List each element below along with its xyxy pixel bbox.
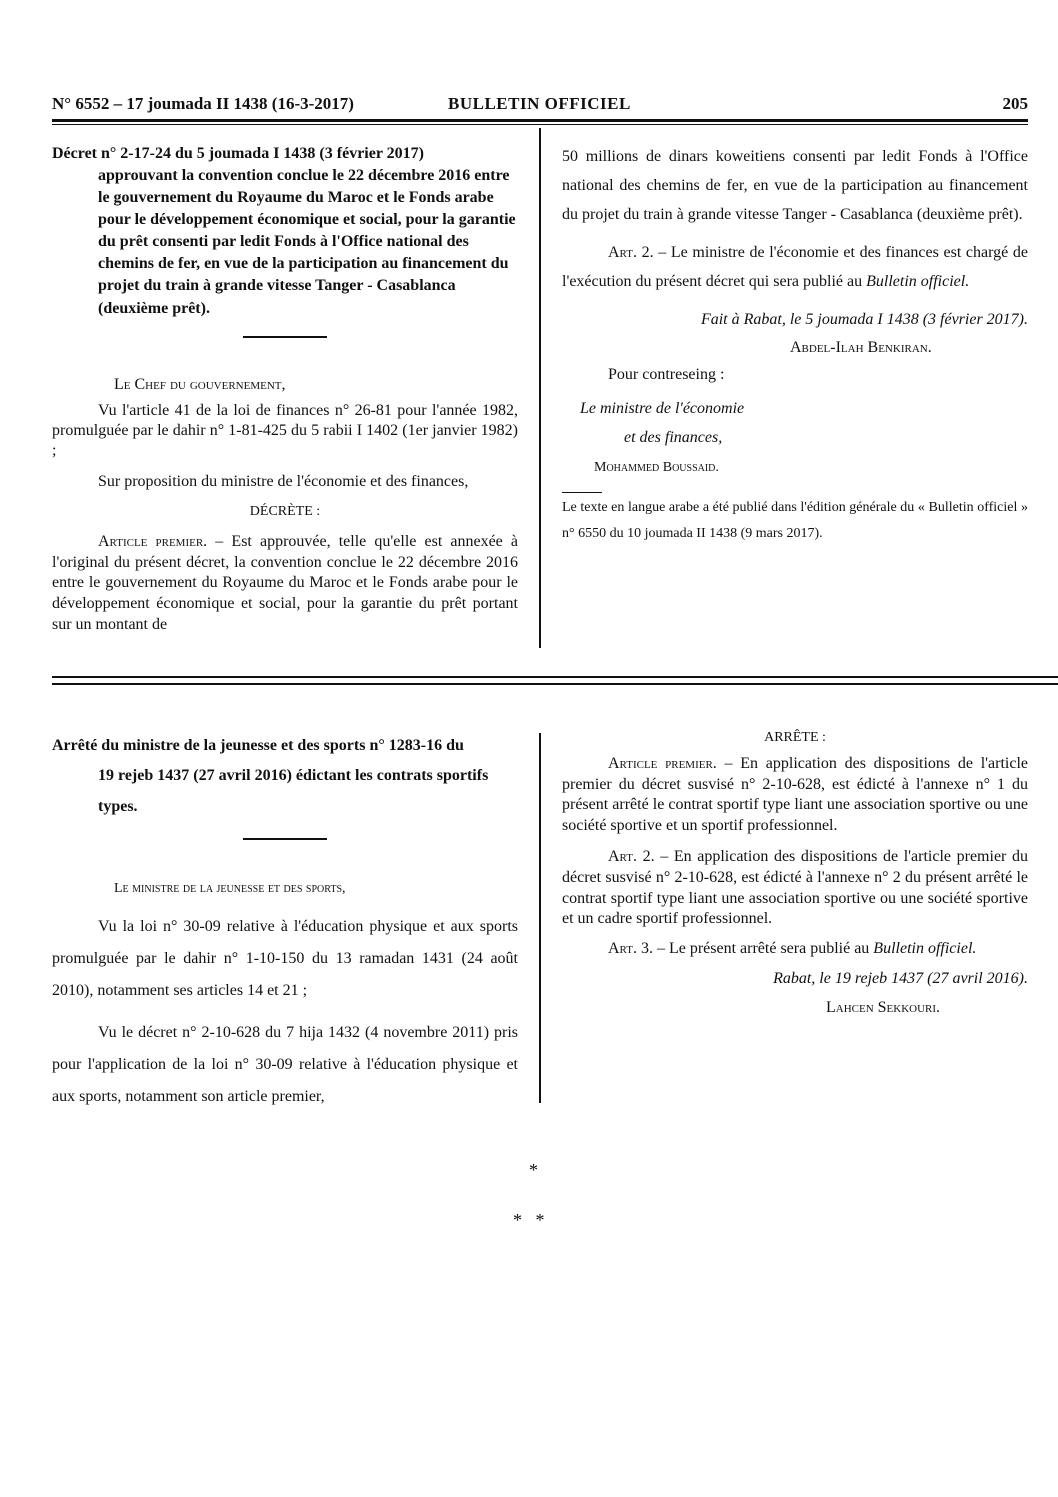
page-number: 205 (1002, 94, 1028, 113)
decree-done-at: Fait à Rabat, le 5 joumada I 1438 (3 février 2017). (700, 310, 1028, 328)
separator-star-top: * (529, 1160, 538, 1180)
arrete-authority: Le ministre de la jeunesse et des sports, (114, 881, 346, 897)
column-divider-2 (539, 733, 541, 1103)
decree-right-column (562, 143, 1028, 548)
section-rule-bottom (52, 683, 1058, 685)
column-divider (539, 128, 541, 648)
arrete-right-column (562, 729, 1028, 1019)
issue-number: N° 6552 – 17 joumada II 1438 (16-3-2017) (52, 94, 354, 113)
separator-stars-bottom: * * (513, 1210, 545, 1230)
arrete-signatory: Lahcen Sekkouri. (826, 999, 941, 1017)
decree-title: Décret n° 2-17-24 du 5 joumada I 1438 (3 février 2017) approuvant la convention conclue le 22 décembre 2016 entre le gouvernement du Royaume du Maroc et le Fonds arabe pour le développement économique et social, pour la garantie du prêt consenti par ledit Fonds à l'Office national des chemins de fer, en vue de la participation au financement du projet du train à grande vitesse Tanger - Casablanca (deuxième prêt). (52, 145, 516, 317)
decree-article-1-continued: 50 millions de dinars koweitiens consenti par ledit Fonds à l'Office national des chemins de fer, en vue de la participation au financement du projet du train à grande vitesse Tanger - Casablanca (deuxième prêt). (562, 148, 1028, 223)
decree-visa: Vu l'article 41 de la loi de finances n° 26-81 pour l'année 1982, promulguée par le dahir n° 1-81-425 du 5 rabii I 1402 (1er janvier 1982) ; (52, 402, 518, 460)
arrete-article-2: Art. 2. – En application des dispositions de l'article premier du décret susvisé n° 2-10-628, est édicté à l'annexe n° 2 du présent arrêté le contrat sportif type liant une association sportive ou une société sportive et un cadre sportif professionnel. (562, 848, 1028, 928)
arrete-visa-2: Vu le décret n° 2-10-628 du 7 hija 1432 (4 novembre 2011) pris pour l'application de la loi n° 30-09 relative à l'éducation physique et aux sports, notamment son article premier, (52, 1024, 518, 1106)
decree-left-column (52, 143, 518, 636)
decree-article-2: Art. 2. – Le ministre de l'économie et des finances est chargé de l'exécution du présent décret qui sera publié au Bulletin officiel. (562, 244, 1028, 291)
decree-proposal: Sur proposition du ministre de l'économie et des finances, (98, 473, 469, 491)
decree-minister-title-2: et des finances, (624, 429, 723, 447)
decree-article-1: Article premier. – Est approuvée, telle qu'elle est annexée à l'original du présent décret, la convention conclue le 22 décembre 2016 entre le gouvernement du Royaume du Maroc et le Fonds arabe pour le développement économique et social, pour la garantie du prêt portant sur un montant de (52, 532, 519, 633)
arrete-article-1: Article premier. – En application des dispositions de l'article premier du décret susvisé n° 2-10-628, est édicté à l'annexe n° 1 du présent arrêté le contrat sportif type liant une association sportive ou une société sportive et un sportif professionnel. (562, 754, 1029, 835)
section-rule-top (52, 676, 1058, 678)
decree-minister-name: Mohammed Boussaid. (594, 459, 719, 475)
publication-title: BULLETIN OFFICIEL (448, 94, 631, 113)
header-rule-thin (52, 124, 1028, 125)
arrete-left-column (52, 731, 518, 1113)
decree-minister-title-1: Le ministre de l'économie (580, 399, 745, 417)
title-rule (243, 336, 327, 338)
decree-authority: Le Chef du gouvernement, (114, 375, 286, 393)
decree-footnote: Le texte en langue arabe a été publié dans l'édition générale du « Bulletin officiel » n° 6550 du 10 joumada II 1438 (9 mars 2017). (562, 499, 1028, 542)
decree-countersign: Pour contreseing : (608, 366, 725, 384)
decree-decrete: DÉCRÈTE : (249, 503, 321, 519)
arrete-title-rule (243, 838, 327, 840)
arrete-done-at: Rabat, le 19 rejeb 1437 (27 avril 2016). (773, 969, 1028, 987)
arrete-title: Arrêté du ministre de la jeunesse et des sports n° 1283-16 du 19 rejeb 1437 (27 avril 2016) édictant les contrats sportifs types. (52, 737, 489, 815)
header-rule (52, 119, 1028, 122)
decree-signatory: Abdel-Ilah Benkiran. (790, 338, 932, 356)
arrete-word: ARRÊTE : (764, 730, 826, 745)
arrete-article-3: Art. 3. – Le présent arrêté sera publié au Bulletin officiel. (608, 940, 977, 958)
arrete-visa-1: Vu la loi n° 30-09 relative à l'éducation physique et aux sports promulguée par le dahir n° 1-10-150 du 13 ramadan 1431 (24 août 2010), notamment ses articles 14 et 21 ; (52, 918, 518, 1000)
footnote-rule (562, 492, 602, 493)
page-header (52, 94, 1028, 116)
